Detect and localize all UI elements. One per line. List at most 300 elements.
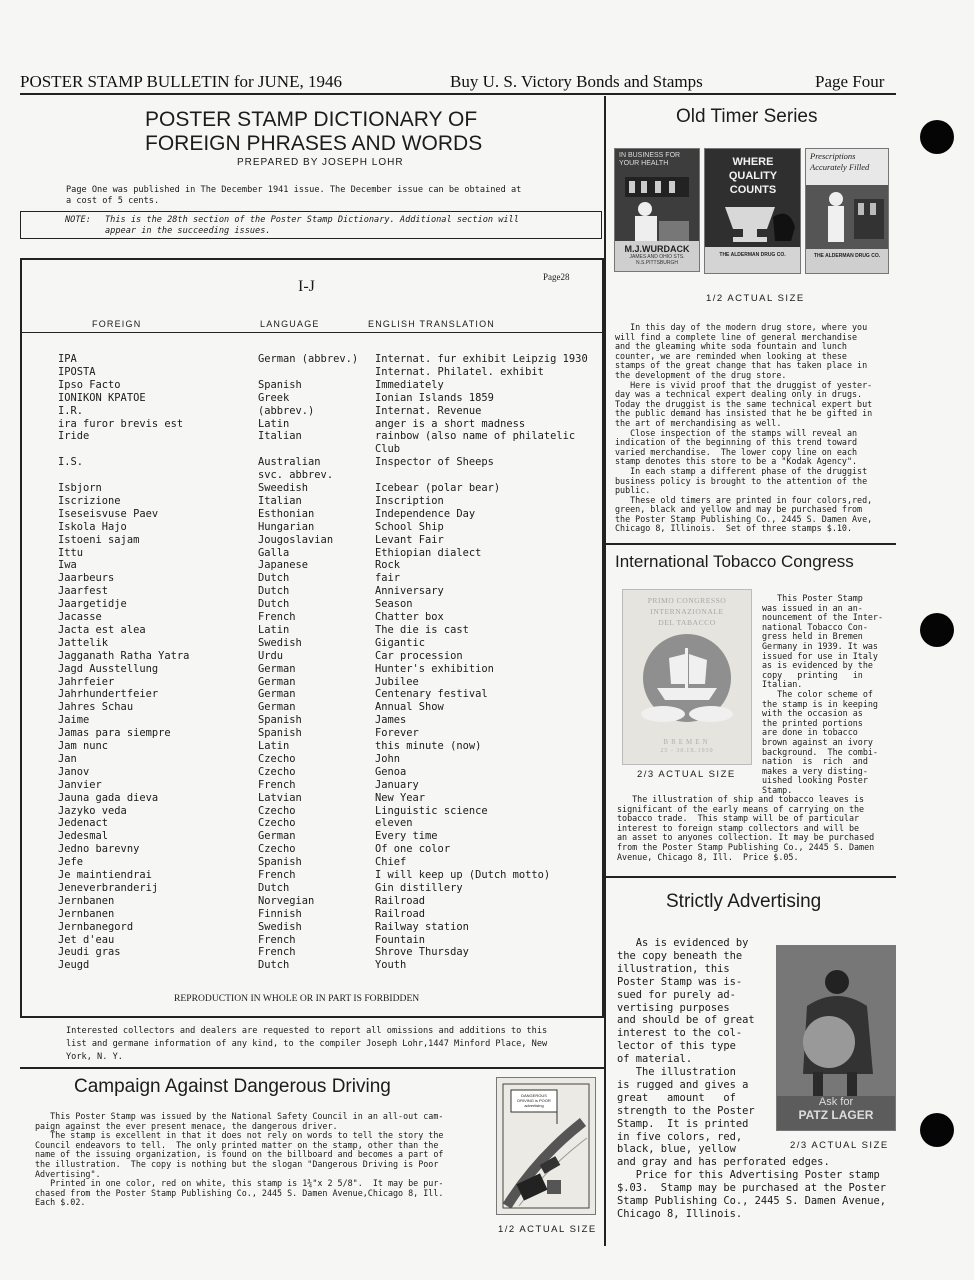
table-row	[22, 637, 600, 650]
advertising-side-line: vertising purposes	[617, 1001, 730, 1014]
entry-foreign: Jeugd	[58, 959, 90, 972]
ship-emblem	[623, 630, 751, 730]
entry-foreign: Jacasse	[58, 611, 102, 623]
tobacco-side-line: are done in tobacco	[762, 727, 858, 738]
entry-foreign: Jernbanegord	[58, 920, 134, 933]
entry-language: Hungarian	[258, 520, 315, 533]
advertising-line: Chicago 8, Illinois.	[617, 1207, 743, 1220]
campaign-line: paign against the ever present menace, the dangerous driver.	[35, 1120, 338, 1131]
entry-language: Swedish	[258, 636, 302, 649]
entry-language: Latvian	[258, 791, 302, 804]
table-row	[22, 792, 600, 805]
note-line2: appear in the succeeding issues.	[105, 226, 271, 236]
binder-hole-bottom	[920, 1113, 954, 1147]
column-divider	[604, 96, 606, 1246]
tobacco-side-line: the printed portions	[762, 717, 863, 728]
campaign-line: Each $.02.	[35, 1197, 86, 1208]
entry-language: Esthonian	[258, 507, 315, 520]
table-row	[22, 959, 600, 972]
entry-language: Latin	[258, 623, 290, 636]
entry-foreign: Jedno barevny	[58, 843, 140, 856]
table-row	[22, 830, 600, 843]
entry-english: Internat. fur exhibit Leipzig 1930	[375, 353, 588, 365]
tobacco-side-line: national Tobacco Con-	[762, 621, 868, 632]
stamp1-bottom-text: M.J.WURDACK	[624, 244, 690, 254]
advertising-line: $.03. Stamp may be purchased at the Poster	[617, 1181, 886, 1194]
tobacco-line: Avenue, Chicago 8, Ill. Price $.05.	[617, 851, 799, 862]
druggist-illustration	[806, 185, 888, 249]
table-row	[22, 934, 600, 947]
advertising-side-line: and should be of great	[617, 1014, 755, 1027]
note-line1: This is the 28th section of the Poster Stamp Dictionary. Additional section will	[105, 215, 519, 225]
tobacco-side-line: uished looking Poster	[762, 775, 868, 786]
entry-english: Railroad	[375, 907, 426, 920]
tobacco-line: significant of the early means of carrying on the	[617, 803, 865, 814]
entry-language: Spanish	[258, 714, 302, 727]
entry-language: Dutch	[258, 572, 290, 585]
entry-english: I will keep up (Dutch motto)	[375, 869, 551, 881]
entry-english: Forever	[375, 727, 419, 740]
entry-english: Season	[375, 598, 413, 611]
stamp1-top-text: IN BUSINESS FOR YOUR HEALTH	[619, 152, 681, 167]
tobacco-line: from the Poster Stamp Publishing Co., 2445 S. Damen	[617, 841, 875, 852]
table-row	[22, 430, 600, 443]
entry-language: German	[258, 830, 296, 843]
tobacco-side-line: background. The combi-	[762, 746, 878, 757]
old-timer-line: Chicago 8, Illinois. Set of three stamps $.10.	[615, 523, 852, 534]
entry-language: Latin	[258, 417, 290, 430]
table-row	[22, 714, 600, 727]
entry-language: Sweedish	[258, 482, 309, 494]
tobacco-side-line: gress held in Bremen	[762, 631, 863, 642]
entry-english: Club	[375, 443, 401, 456]
entry-language: German	[258, 662, 296, 675]
dictionary-box	[20, 258, 604, 1018]
entry-foreign: Jamas para siempre	[58, 727, 171, 740]
tobacco-side-text	[762, 594, 890, 795]
table-row	[22, 908, 600, 921]
entry-english: Ethiopian dialect	[375, 546, 482, 559]
campaign-body	[35, 1112, 483, 1208]
entry-english: Hunter's exhibition	[375, 662, 494, 675]
tobacco-side-line: makes a very disting-	[762, 765, 868, 776]
advertising-side-line: is rugged and gives a	[617, 1078, 749, 1091]
bonds-slogan: Buy U. S. Victory Bonds and Stamps	[450, 72, 703, 91]
tobacco-rule	[606, 876, 896, 878]
entry-language: German	[258, 701, 296, 714]
entry-foreign: Jam nunc	[58, 740, 109, 752]
pharmacist-illustration	[615, 171, 699, 241]
campaign-line: This Poster Stamp was issued by the National Safety Council in an all-out cam-	[35, 1111, 444, 1121]
dictionary-intro	[66, 185, 586, 207]
advertising-side-line: sued for purely ad-	[617, 988, 736, 1001]
campaign-rule	[20, 1067, 604, 1069]
entry-english: this minute (now)	[375, 740, 482, 752]
entry-language: French	[258, 933, 296, 946]
tobacco-stamp-header	[623, 595, 751, 628]
entry-language: Urdu	[258, 649, 284, 662]
advertising-stamp-text	[777, 1096, 895, 1122]
advertising-side-text-2	[617, 1143, 897, 1169]
entry-english: Rock	[375, 559, 401, 572]
stamp1-sub-text: JAMES AND OHIO STS. N.S.PITTSBURGH	[629, 254, 685, 266]
old-timer-line: In each stamp a different phase of the druggist	[615, 465, 868, 476]
old-timer-line: public.	[615, 485, 651, 496]
table-row	[22, 779, 600, 792]
tobacco-side-line: was issued in an an-	[762, 602, 863, 613]
entry-language: Dutch	[258, 959, 290, 972]
old-timer-line: stamp denotes this store to be a "Kodak Agency".	[615, 456, 858, 467]
stamp2-banner	[705, 247, 800, 273]
old-timer-body	[615, 323, 895, 534]
entry-english: Independence Day	[375, 507, 476, 520]
table-row	[22, 688, 600, 701]
tobacco-line: The illustration of ship and tobacco leaves is	[617, 794, 865, 804]
table-row	[22, 921, 600, 934]
campaign-line: the illustration. The copy is nothing but the slogan "Dangerous Driving is Poor	[35, 1158, 439, 1169]
table-row	[22, 366, 600, 379]
table-row	[22, 650, 600, 663]
tobacco-stamp	[622, 589, 752, 765]
old-timer-line: Today the druggist is the same technical expert but	[615, 398, 873, 409]
old-timer-line: varied merchandise. The lower copy line on each	[615, 446, 858, 457]
old-timer-line: the public demand has insisted that he be gifted in	[615, 408, 873, 419]
entry-english: Every time	[375, 830, 438, 843]
tobacco-side-line: nation is rich and	[762, 756, 868, 767]
entry-foreign: Jattelik	[58, 636, 109, 649]
advertising-stamp	[776, 945, 896, 1131]
entry-foreign: Jahres Schau	[58, 701, 134, 714]
tobacco-stamp-line2: INTERNAZIONALE	[650, 607, 724, 616]
table-row	[22, 534, 600, 547]
entry-language: French	[258, 869, 296, 881]
entry-foreign: ira furor brevis est	[58, 417, 184, 430]
entry-language: Finnish	[258, 907, 302, 920]
old-timer-line: These old timers are printed in four colors,red,	[615, 494, 873, 505]
table-row	[22, 663, 600, 676]
advertising-side-line: strength to the Poster	[617, 1104, 755, 1117]
campaign-line: name of the issuing organization, is found on the billboard and becomes a part of	[35, 1149, 444, 1160]
entry-foreign: Jan	[58, 752, 77, 765]
entry-english: Linguistic science	[375, 804, 488, 817]
col-header-language: LANGUAGE	[260, 319, 320, 329]
old-timer-stamp-2	[704, 148, 801, 274]
entry-foreign: Iwa	[58, 559, 77, 572]
advertising-title: Strictly Advertising	[666, 891, 822, 912]
stamp1-banner	[615, 241, 699, 271]
campaign-line: Printed in one color, red on white, this stamp is 1¾"x 2 5/8". It may be pur-	[35, 1178, 444, 1189]
stamp2-top-text: WHERE QUALITY COUNTS	[728, 156, 778, 196]
entry-language: Spanish	[258, 856, 302, 869]
table-row	[22, 405, 600, 418]
entry-english: Anniversary	[375, 585, 444, 598]
entry-language: German (abbrev.)	[258, 353, 359, 365]
entry-english: John	[375, 752, 401, 765]
entry-foreign: I.R.	[58, 404, 84, 417]
stamp3-bottom-text: THE ALDERMAN DRUG CO.	[813, 253, 881, 259]
table-row	[22, 895, 600, 908]
intro-line2: a cost of 5 cents.	[66, 196, 160, 206]
intro-line1: Page One was published in The December 1941 issue. The December issue can be obtained at	[66, 185, 522, 195]
old-timer-stamp-1	[614, 148, 700, 272]
entry-language: Spanish	[258, 378, 302, 391]
tobacco-line: interest to foreign stamp collectors and will be	[617, 822, 860, 833]
entry-foreign: Jeneverbranderij	[58, 881, 159, 894]
dictionary-title-line2: FOREIGN PHRASES AND WORDS	[145, 132, 483, 155]
entry-language: Latin	[258, 740, 290, 752]
entry-foreign: Isbjorn	[58, 482, 102, 494]
old-timer-caption: 1/2 ACTUAL SIZE	[706, 293, 805, 304]
old-timer-line: the art of merchandising as well.	[615, 417, 782, 428]
old-timer-line: Here is vivid proof that the druggist of yester-	[615, 379, 873, 390]
entry-english: Ionian Islands 1859	[375, 391, 494, 404]
entry-english: eleven	[375, 817, 413, 830]
entry-english: Inspector of Sheeps	[375, 456, 494, 469]
old-timer-line: the development of the drug store.	[615, 369, 787, 380]
entry-language: Czecho	[258, 817, 296, 830]
entry-language: Norvegian	[258, 894, 315, 907]
old-timer-line: the Poster Stamp Publishing Co., 2445 S. Damen Ave,	[615, 513, 873, 524]
entry-foreign: Je maintiendrai	[58, 869, 152, 881]
entry-language: German	[258, 688, 296, 701]
table-row	[22, 727, 600, 740]
tobacco-side-line: with the occasion as	[762, 708, 863, 719]
entry-language: French	[258, 778, 296, 791]
entry-language: Galla	[258, 546, 290, 559]
advertising-side-line: lector of this type	[617, 1040, 736, 1053]
entry-foreign: Iride	[58, 430, 90, 443]
binder-hole-middle	[920, 613, 954, 647]
entry-foreign: Jacta est alea	[58, 623, 146, 636]
entry-english: Immediately	[375, 378, 444, 391]
entry-english: Genoa	[375, 765, 407, 778]
stamp-brand: PATZ LAGER	[798, 1108, 874, 1122]
entry-english: Youth	[375, 959, 407, 972]
campaign-line: Council endeavors to tell. The only printed matter on the stamp, other than the	[35, 1139, 439, 1150]
advertising-side-line: Poster Stamp was is-	[617, 975, 743, 988]
section-letter: I-J	[298, 278, 315, 295]
mortar-illustration	[705, 197, 800, 247]
entry-foreign: Iseseisvuse Paev	[58, 507, 159, 520]
tobacco-side-line: issued for use in Italy	[762, 650, 878, 661]
dictionary-byline: PREPARED BY JOSEPH LOHR	[237, 157, 404, 168]
header-rule	[20, 93, 896, 95]
entry-english: Centenary festival	[375, 688, 488, 701]
table-row	[22, 843, 600, 856]
entry-english: School Ship	[375, 520, 444, 533]
advertising-side-line: As is evidenced by	[617, 937, 749, 949]
table-row	[22, 766, 600, 779]
table-row	[22, 946, 600, 959]
advertising-side-line: Stamp. It is printed	[617, 1117, 749, 1130]
note-label: NOTE:	[65, 215, 91, 225]
tobacco-stamp-footer	[623, 738, 751, 756]
table-row	[22, 456, 600, 469]
entry-language: Greek	[258, 391, 290, 404]
entry-english: January	[375, 778, 419, 791]
entry-language: Dutch	[258, 585, 290, 598]
tobacco-stamp-city: BREMEN	[663, 738, 711, 746]
advertising-side-line: black, blue, yellow	[617, 1143, 736, 1155]
entry-language: Czecho	[258, 752, 296, 765]
entry-foreign: Jauna gada dieva	[58, 791, 159, 804]
advertising-side-line: and gray and has perforated edges.	[617, 1155, 830, 1168]
entry-english: anger is a short madness	[375, 417, 526, 430]
entry-language: Czecho	[258, 843, 296, 856]
entry-foreign: Jefe	[58, 856, 84, 869]
entry-foreign: I.S.	[58, 456, 84, 469]
tobacco-side-line: The color scheme of	[762, 688, 873, 699]
reproduction-notice: REPRODUCTION IN WHOLE OR IN PART IS FORBIDDEN	[174, 993, 420, 1004]
old-timer-line: indication of the beginning of this trend toward	[615, 437, 858, 448]
footer-line1: Interested collectors and dealers are requested to report all omissions and additions to this	[66, 1026, 548, 1036]
table-row	[22, 856, 600, 869]
advertising-side-line: of material.	[617, 1053, 693, 1066]
campaign-title: Campaign Against Dangerous Driving	[74, 1076, 391, 1097]
tobacco-stamp-line3: DEL TABACCO	[658, 618, 716, 627]
tobacco-stamp-dates: 25 - 30.IX.1939	[660, 748, 714, 754]
col-header-rule	[22, 332, 602, 333]
entry-english: Fountain	[375, 933, 426, 946]
entry-english: Icebear (polar bear)	[375, 482, 501, 494]
entry-language: Czecho	[258, 804, 296, 817]
table-row	[22, 572, 600, 585]
campaign-line: The stamp is excellent in that it does not rely on words to tell the story the	[35, 1130, 444, 1141]
entry-foreign: Iskola Hajo	[58, 520, 127, 533]
advertising-side-line: interest to the col-	[617, 1027, 743, 1040]
note-text	[105, 215, 519, 237]
entry-language: svc. abbrev.	[258, 469, 334, 482]
entry-language: Italian	[258, 494, 302, 507]
table-row	[22, 482, 600, 495]
entry-foreign: Jahrfeier	[58, 675, 115, 688]
entry-foreign: Istoeni sajam	[58, 533, 140, 546]
table-row	[22, 508, 600, 521]
stamp3-top-text: Prescriptions Accurately Filled	[810, 151, 870, 172]
entry-english: Car procession	[375, 649, 463, 662]
old-timer-line: day was a technical expert dealing only in drugs.	[615, 389, 863, 400]
footer-line3: York, N. Y.	[66, 1052, 123, 1062]
entry-foreign: Jeudi gras	[58, 946, 121, 959]
table-row	[22, 701, 600, 714]
entry-english: Inscription	[375, 494, 444, 507]
entry-foreign: Jernbanen	[58, 907, 115, 920]
entry-english: Jubilee	[375, 675, 419, 688]
stamp-ask-for: Ask for	[818, 1096, 854, 1108]
entry-foreign: IPA	[58, 353, 77, 365]
advertising-side-line: in five colors, red,	[617, 1130, 743, 1143]
entry-english: Levant Fair	[375, 533, 444, 546]
tobacco-side-line: Stamp.	[762, 784, 793, 795]
entry-language: French	[258, 611, 296, 623]
col-header-english: ENGLISH TRANSLATION	[368, 319, 495, 329]
entry-language: Spanish	[258, 727, 302, 740]
advertising-side-line: the copy beneath the	[617, 949, 743, 962]
old-timer-stamp-3	[805, 148, 889, 274]
table-row	[22, 443, 600, 456]
tobacco-side-line: This Poster Stamp	[762, 593, 863, 603]
entry-foreign: Ittu	[58, 546, 84, 559]
entry-english: Of one color	[375, 843, 451, 856]
entry-language: Japanese	[258, 559, 309, 572]
entry-english: James	[375, 714, 407, 727]
table-row	[22, 611, 600, 624]
old-timer-line: green, black and yellow and may be purchased from	[615, 504, 863, 515]
campaign-line: Advertising".	[35, 1168, 101, 1179]
entry-language: Jougoslavian	[258, 533, 334, 546]
advertising-side-line: great amount of	[617, 1091, 736, 1104]
table-row	[22, 392, 600, 405]
table-row	[22, 469, 600, 482]
advertising-side-line: The illustration	[617, 1066, 736, 1079]
note-box	[20, 211, 602, 239]
advertising-side-line: illustration, this	[617, 962, 730, 975]
entry-language: (abbrev.)	[258, 404, 315, 417]
stamp3-banner	[806, 249, 888, 273]
table-row	[22, 379, 600, 392]
entry-english: Shrove Thursday	[375, 946, 469, 959]
binder-hole-top	[920, 120, 954, 154]
tobacco-title: International Tobacco Congress	[615, 552, 854, 571]
entry-foreign: Jet d'eau	[58, 933, 115, 946]
tobacco-side-line: Germany in 1939. It was	[762, 640, 878, 651]
table-row	[22, 521, 600, 534]
old-timer-title: Old Timer Series	[676, 106, 818, 127]
entry-foreign: Iscrizione	[58, 494, 121, 507]
table-row	[22, 418, 600, 431]
entry-english: Gin distillery	[375, 881, 463, 894]
tobacco-side-line: the stamp is in keeping	[762, 698, 878, 709]
entry-foreign: Jaargetidje	[58, 598, 127, 611]
entry-foreign: Jagganath Ratha Yatra	[58, 649, 190, 662]
tobacco-body	[617, 795, 897, 862]
entry-foreign: Jedenact	[58, 817, 109, 830]
entry-foreign: Jagd Ausstellung	[58, 662, 159, 675]
stamp2-bottom-text: THE ALDERMAN DRUG CO.	[719, 252, 786, 258]
entry-foreign: IONIKON KPATOE	[58, 391, 146, 404]
table-row	[22, 624, 600, 637]
campaign-caption: 1/2 ACTUAL SIZE	[498, 1224, 597, 1235]
advertising-side-text	[617, 937, 765, 1144]
billboard-text: DANGEROUS DRIVING is POOR advertising	[517, 1093, 551, 1108]
entry-language: Dutch	[258, 598, 290, 611]
table-row	[22, 353, 600, 366]
dictionary-title	[145, 108, 482, 156]
campaign-line: chased from the Poster Stamp Publishing Co., 2445 S. Damen Avenue,Chicago 8, Ill.	[35, 1187, 444, 1198]
entry-language: Swedish	[258, 920, 302, 933]
advertising-line: Stamp Publishing Co., 2445 S. Damen Avenue,	[617, 1194, 886, 1207]
table-row	[22, 598, 600, 611]
entry-english: New Year	[375, 791, 426, 804]
tobacco-caption: 2/3 ACTUAL SIZE	[637, 769, 736, 780]
table-row	[22, 559, 600, 572]
col-header-foreign: FOREIGN	[92, 319, 142, 329]
old-timer-line: Close inspection of the stamps will reveal an	[615, 427, 858, 438]
old-timer-line: counter, we are reminded when looking at these	[615, 350, 847, 361]
entry-language: Czecho	[258, 765, 296, 778]
old-timer-line: stamps of the great change that has taken place in	[615, 360, 868, 371]
table-row	[22, 495, 600, 508]
entry-foreign: Jernbanen	[58, 894, 115, 907]
tobacco-stamp-line1: PRIMO CONGRESSO	[647, 596, 727, 605]
entry-language: Australian	[258, 456, 321, 469]
entry-foreign: Ipso Facto	[58, 378, 121, 391]
dictionary-page-label: Page28	[543, 272, 570, 282]
entry-language: German	[258, 675, 296, 688]
entry-english: Annual Show	[375, 701, 444, 714]
table-row	[22, 547, 600, 560]
tobacco-side-line: copy printing in	[762, 669, 863, 680]
